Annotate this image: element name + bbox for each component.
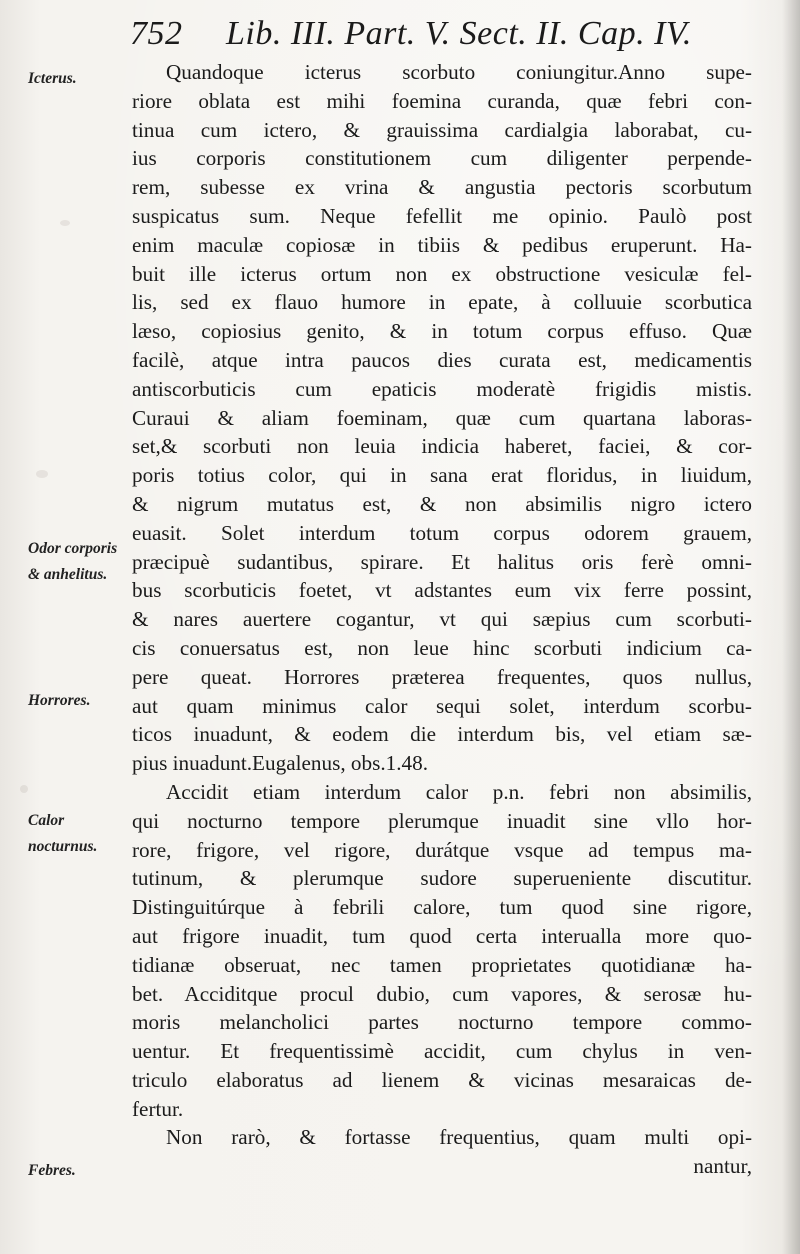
text-line: Non rarò, & fortasse frequentius, quam multi opi- xyxy=(166,1125,752,1150)
text-line: Distinguitúrque à febrili calore, tum quod sine rigore, xyxy=(132,895,752,920)
text-line: euasit. Solet interdum totum corpus odorem grauem, xyxy=(132,520,752,545)
text-line: tutinum, & plerumque sudore superueniente discutitur. xyxy=(132,866,752,891)
page-number: 752 xyxy=(130,15,183,52)
margin-note-calor: Calor nocturnus. xyxy=(28,812,98,855)
text-line: bet. Acciditque procul dubio, cum vapores, & serosæ hu- xyxy=(132,981,752,1006)
text-line: aut frigore inuadit, tum quod certa interualla more quo- xyxy=(132,923,752,948)
text-line: bus scorbuticis foetet, vt adstantes eum vix ferre possint, xyxy=(132,578,752,603)
text-line: rem, subesse ex vrina & angustia pectoris scorbutum xyxy=(132,175,752,200)
margin-note-icterus: Icterus. xyxy=(28,70,77,87)
text-line: facilè, atque intra paucos dies curata est, medicamentis xyxy=(132,347,752,372)
text-line: Curaui & aliam foeminam, quæ cum quartana laboras- xyxy=(132,405,752,430)
text-line: suspicatus sum. Neque fefellit me opinio. Paulò post xyxy=(132,203,752,228)
text-line: poris totius color, qui in sana erat floridus, in liuidum, xyxy=(132,463,752,488)
ink-speck xyxy=(36,470,48,478)
text-line: nantur, xyxy=(693,1154,752,1179)
text-line: & nigrum mutatus est, & non absimilis nigro ictero xyxy=(132,491,752,516)
text-line: Accidit etiam interdum calor p.n. febri non absimilis, xyxy=(166,779,752,804)
text-line: set,& scorbuti non leuia indicia haberet, faciei, & cor- xyxy=(132,434,752,459)
text-line: Quandoque icterus scorbuto coniungitur.Anno supe- xyxy=(166,60,752,84)
text-line: enim maculæ copiosæ in tibiis & pedibus eruperunt. Ha- xyxy=(132,232,752,257)
ink-speck xyxy=(20,785,28,793)
text-line: buit ille icterus ortum non ex obstructione vesiculæ fel- xyxy=(132,261,752,286)
text-line: præcipuè sudantibus, spirare. Et halitus oris ferè omni- xyxy=(132,549,752,574)
text-line: cis conuersatus est, non leue hinc scorbuti indicium ca- xyxy=(132,635,752,660)
margin-note-febres: Febres. xyxy=(28,1162,76,1179)
running-header xyxy=(130,14,690,54)
text-line: triculo elaboratus ad lienem & vicinas mesaraicas de- xyxy=(132,1067,752,1092)
text-line: pius inuadunt.Eugalenus, obs.1.48. xyxy=(132,751,429,776)
margin-note-odor: Odor corporis & anhelitus. xyxy=(28,540,118,583)
text-line: aut quam minimus calor sequi solet, interdum scorbu- xyxy=(132,693,752,718)
text-line: qui nocturno tempore plerumque inuadit sine vllo hor- xyxy=(132,808,752,833)
text-line: rore, frigore, vel rigore, durátque vsque ad tempus ma- xyxy=(132,837,752,862)
text-line: antiscorbuticis cum epaticis moderatè frigidis mistis. xyxy=(132,376,752,401)
text-line: & nares auertere cogantur, vt qui sæpius cum scorbuti- xyxy=(132,607,752,632)
text-line: riore oblata est mihi foemina curanda, quæ febri con- xyxy=(132,88,752,113)
text-line: pere queat. Horrores præterea frequentes, quos nullus, xyxy=(132,664,752,689)
body-text xyxy=(132,58,752,1181)
text-line: tinua cum ictero, & grauissima cardialgia laborabat, cu- xyxy=(132,117,752,142)
ink-speck xyxy=(60,220,70,226)
text-line: moris melancholici partes nocturno tempore commo- xyxy=(132,1010,752,1035)
text-line: læso, copiosius genito, & in totum corpus effuso. Quæ xyxy=(132,319,752,344)
running-title: Lib. III. Part. V. Sect. II. Cap. IV. xyxy=(226,15,692,52)
text-line: ius corporis constitutionem cum diligenter perpende- xyxy=(132,146,752,171)
text-line: uentur. Et frequentissimè accidit, cum chylus in ven- xyxy=(132,1039,752,1064)
margin-note-horrores: Horrores. xyxy=(28,692,91,709)
text-line: ticos inuadunt, & eodem die interdum bis, vel etiam sæ- xyxy=(132,722,752,747)
text-line: lis, sed ex flauo humore in epate, à colluuie scorbutica xyxy=(132,290,752,315)
text-line: fertur. xyxy=(132,1096,184,1121)
page-edge-shadow xyxy=(782,0,800,1254)
text-line: tidianæ obseruat, nec tamen proprietates quotidianæ ha- xyxy=(132,952,752,977)
